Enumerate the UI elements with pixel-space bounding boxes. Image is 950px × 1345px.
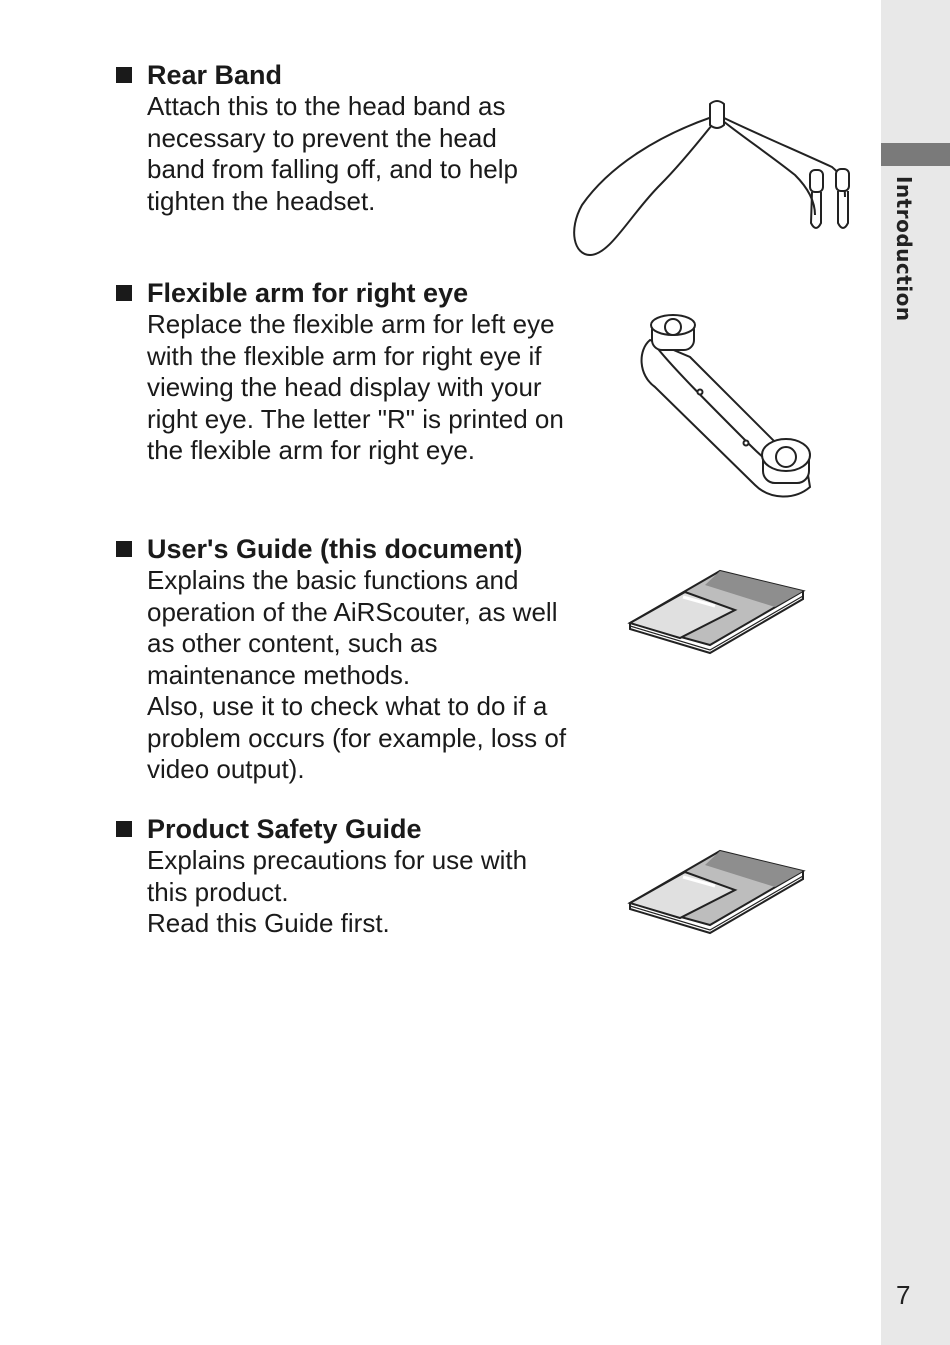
flexible-arm-illustration xyxy=(630,305,830,510)
item-title-text: User's Guide (this document) xyxy=(147,534,523,564)
item-flexible-arm xyxy=(116,277,576,467)
item-paragraph: Read this Guide first. xyxy=(147,908,390,938)
users-guide-booklet-illustration xyxy=(625,565,810,660)
item-title xyxy=(116,533,576,565)
page-number: 7 xyxy=(896,1280,911,1310)
section-label: Introduction xyxy=(892,176,916,322)
item-product-safety-guide xyxy=(116,813,576,940)
section-tab-marker xyxy=(881,143,950,166)
item-users-guide xyxy=(116,533,576,786)
item-title-text: Rear Band xyxy=(147,60,283,90)
item-paragraph: Attach this to the head band as necessary to prevent the head band from falling off, and to help tighten the headset. xyxy=(147,91,518,216)
safety-guide-booklet-illustration xyxy=(625,845,810,940)
item-paragraph: Explains precautions for use with this product. xyxy=(147,845,528,907)
item-description xyxy=(147,845,567,940)
item-title-text: Flexible arm for right eye xyxy=(147,278,469,308)
square-bullet-icon xyxy=(116,541,132,557)
item-paragraph: Explains the basic functions and operation of the AiRScouter, as well as other content, such as maintenance methods. xyxy=(147,565,558,690)
square-bullet-icon xyxy=(116,285,132,301)
item-rear-band xyxy=(116,59,576,217)
square-bullet-icon xyxy=(116,67,132,83)
item-paragraph: Replace the flexible arm for left eye with the flexible arm for right eye if viewing the head display with your right eye. The letter "R" is printed on the flexible arm for right eye. xyxy=(147,309,564,465)
item-title xyxy=(116,277,576,309)
item-title xyxy=(116,59,576,91)
item-paragraph: Also, use it to check what to do if a problem occurs (for example, loss of video output). xyxy=(147,691,567,784)
square-bullet-icon xyxy=(116,821,132,837)
item-description xyxy=(147,91,547,217)
item-description xyxy=(147,309,567,467)
item-title-text: Product Safety Guide xyxy=(147,814,422,844)
item-title xyxy=(116,813,576,845)
item-description xyxy=(147,565,567,786)
rear-band-illustration xyxy=(570,95,870,265)
